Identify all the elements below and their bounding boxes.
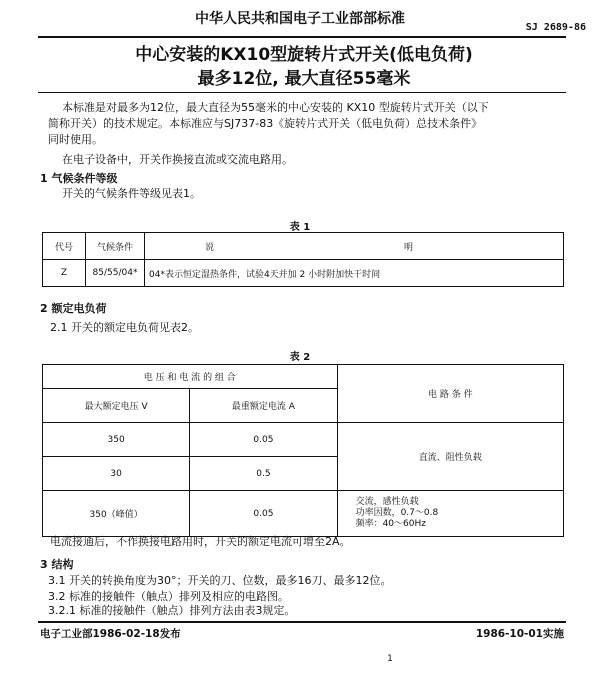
intro-line1: 本标准是对最多为12位，最大直径为55毫米的中心安装的 KX10 型旋转片式开关（以下 xyxy=(62,101,489,114)
header-rule xyxy=(38,36,566,38)
table1-cell-code: Z xyxy=(43,260,86,287)
table2-group-row xyxy=(43,365,564,389)
effective-date: 1986-10-01实施 xyxy=(475,628,564,640)
table2-col-voltage: 最大额定电压 V xyxy=(43,389,190,423)
section3-heading: 3 结构 xyxy=(40,558,74,571)
intro-line4: 在电子设备中，开关作换接直流或交流电路用。 xyxy=(62,153,293,166)
table2-cell-voltage: 350 xyxy=(43,423,190,457)
table2-row xyxy=(43,423,564,457)
table2-cell-current: 0.05 xyxy=(190,423,337,457)
table1-col-climate: 气候条件 xyxy=(86,233,145,260)
condition-inductive-line1: 交流，感性负载 xyxy=(355,497,419,507)
table1 xyxy=(42,232,564,287)
doc-title-line1: 中心安装的KX10型旋转片式开关(低电负荷) xyxy=(135,45,473,65)
section3-2-1: 3.2.1 标准的接触件（触点）排列方法由表3规定。 xyxy=(48,604,296,617)
table1-col-desc-a: 说 xyxy=(145,233,275,260)
org-title: 中华人民共和国电子工业部部标准 xyxy=(195,11,405,27)
table1-col-desc-b: 明 xyxy=(274,233,563,260)
table2-group-header: 电 压 和 电 流 的 组 合 xyxy=(43,365,338,389)
condition-inductive-line3: 频率：40～60Hz xyxy=(355,519,426,529)
footer-rule xyxy=(38,621,566,623)
table2-row xyxy=(43,491,564,537)
table1-header-row xyxy=(43,233,564,260)
table2-col-condition: 电 路 条 件 xyxy=(337,365,563,423)
table2-note: 电流接通后，不作换接电路用时，开关的额定电流可增至2A。 xyxy=(50,535,351,548)
table1-cell-climate: 85/55/04* xyxy=(86,260,145,287)
table2-cell-condition-resistive: 直流、阻性负载 xyxy=(337,423,563,491)
section3-1: 3.1 开关的转换角度为30°；开关的刀、位数，最多16刀、最多12位。 xyxy=(48,574,392,587)
table2-cell-current: 0.05 xyxy=(190,491,337,537)
condition-inductive-line2: 功率因数，0.7～0.8 xyxy=(355,508,439,518)
section1-text: 开关的气候条件等级见表1。 xyxy=(62,187,201,200)
table2-cell-condition-inductive xyxy=(337,491,563,537)
table1-col-code: 代号 xyxy=(43,233,86,260)
table1-cell-desc: 04*表示恒定湿热条件，试验4天并加 2 小时附加快干时间 xyxy=(145,260,564,287)
section2-heading: 2 额定电负荷 xyxy=(40,302,107,315)
table2-cell-voltage: 30 xyxy=(43,457,190,491)
intro-line3: 同时使用。 xyxy=(48,133,103,146)
page-number: 1 xyxy=(387,654,393,664)
table2 xyxy=(42,364,564,537)
issue-date: 电子工业部1986-02-18发布 xyxy=(40,628,181,640)
table1-caption: 表 1 xyxy=(289,222,311,233)
intro-line2: 简称开关）的技术规定。本标准应与SJ737-83《旋转片式开关（低电负荷）总技术条件》 xyxy=(48,117,483,130)
section2-sub: 2.1 开关的额定电负荷见表2。 xyxy=(50,321,199,334)
table2-cell-current: 0.5 xyxy=(190,457,337,491)
section3-2: 3.2 标准的接触件（触点）排列及相应的电路图。 xyxy=(48,590,289,603)
title-rule xyxy=(38,92,566,93)
table2-cell-voltage: 350（峰值） xyxy=(43,491,190,537)
standard-code: SJ 2689-86 xyxy=(525,22,586,33)
table1-row xyxy=(43,260,564,287)
table2-col-current: 最重额定电流 A xyxy=(190,389,337,423)
section1-heading: 1 气候条件等级 xyxy=(40,172,118,185)
table2-caption: 表 2 xyxy=(289,352,311,363)
doc-title-line2: 最多12位, 最大直径55毫米 xyxy=(197,69,411,89)
